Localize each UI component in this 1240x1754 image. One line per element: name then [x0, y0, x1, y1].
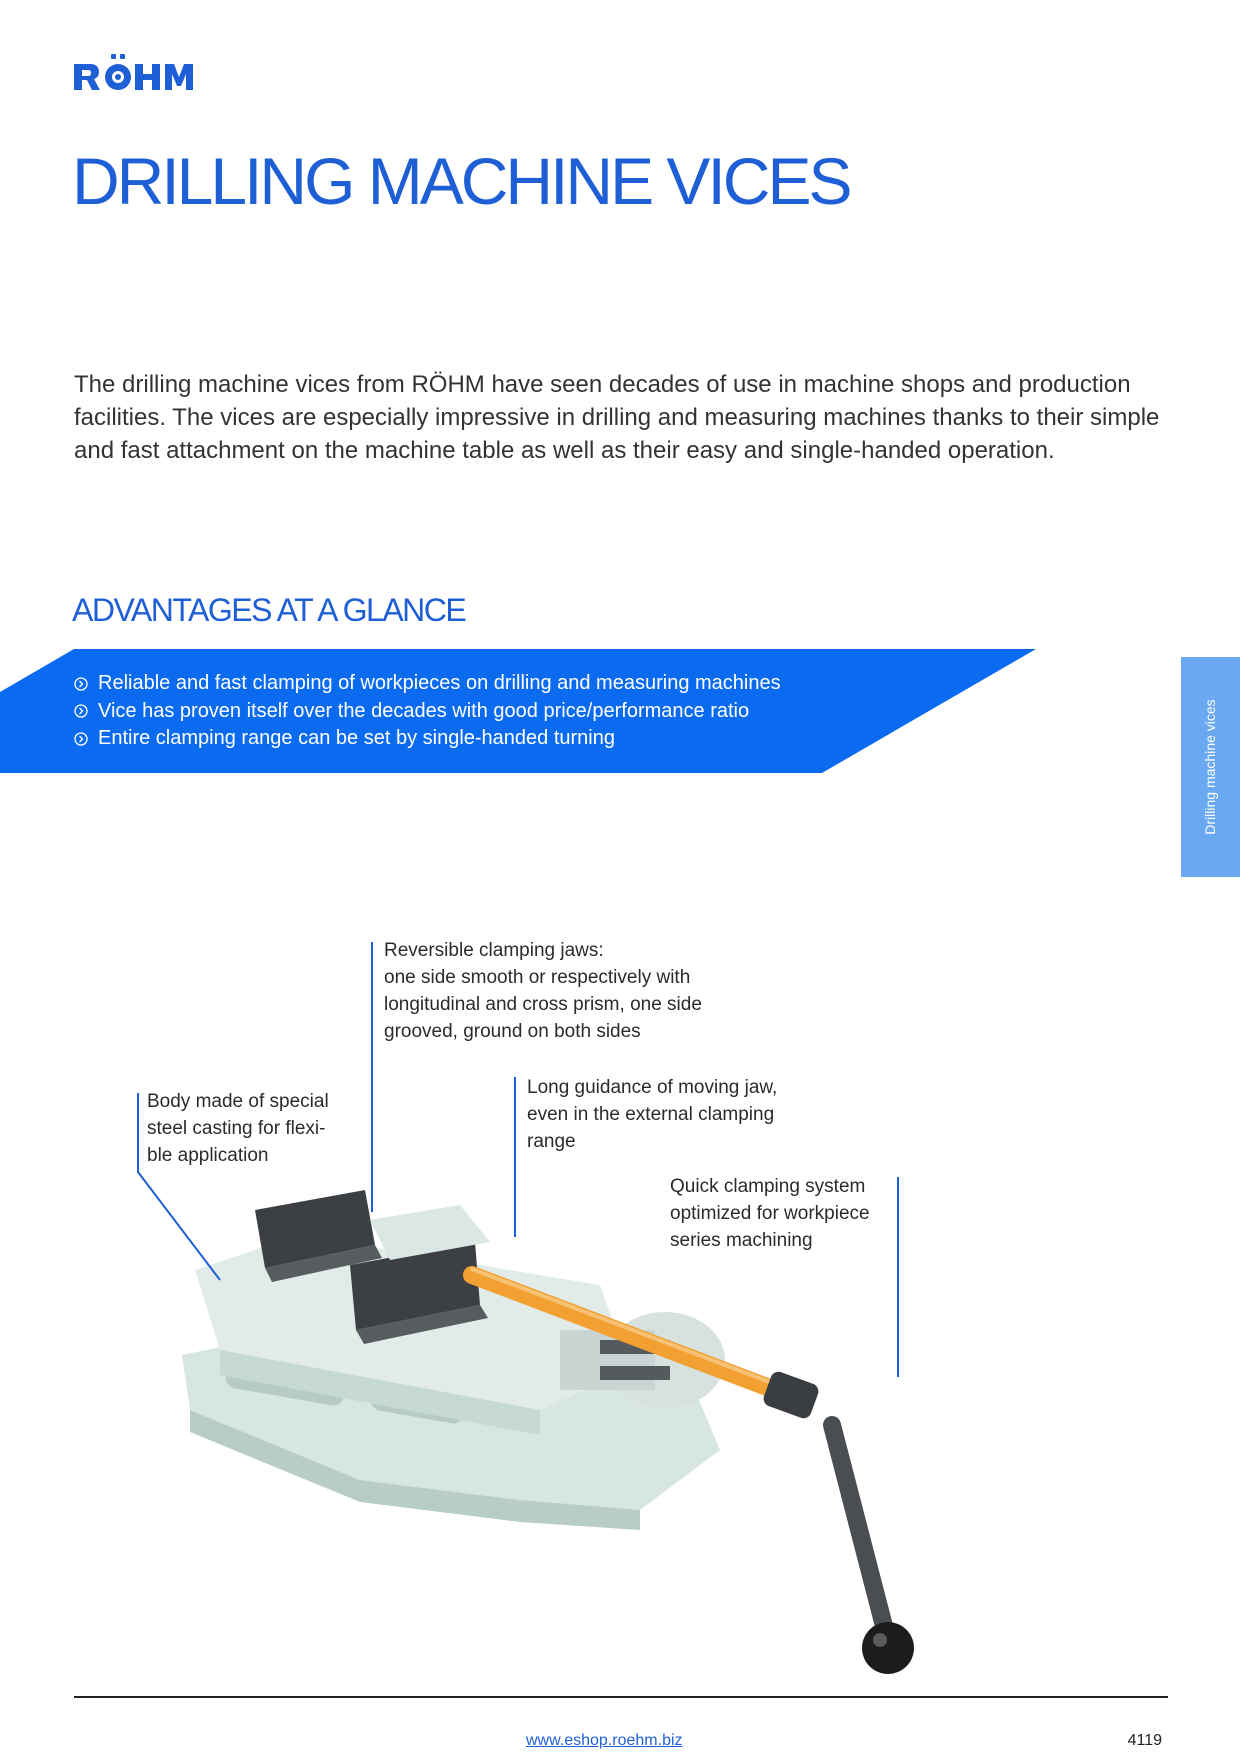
page-number: 4119	[1127, 1732, 1162, 1749]
side-tab-label: Drilling machine vices	[1202, 699, 1218, 835]
page-title: DRILLING MACHINE VICES	[72, 144, 850, 218]
callout-line: ble application	[147, 1145, 269, 1166]
callout-line: Long guidance of moving jaw,	[527, 1077, 778, 1098]
callout-line: longitudinal and cross prism, one side	[384, 994, 702, 1015]
advantage-text: Vice has proven itself over the decades with good price/performance ratio	[98, 699, 750, 722]
circle-arrow-bullet-icon	[74, 677, 88, 691]
callout-line: one side smooth or respectively with	[384, 967, 691, 988]
advantages-heading: ADVANTAGES AT A GLANCE	[72, 592, 466, 628]
roehm-logo	[72, 52, 212, 96]
circle-arrow-bullet-icon	[74, 704, 88, 718]
vice-illustration	[160, 1150, 1020, 1690]
advantage-item	[74, 725, 781, 753]
callout-line: Quick clamping system	[670, 1176, 866, 1197]
callout-line: range	[527, 1131, 576, 1152]
callout-line: even in the external clamping	[527, 1104, 775, 1125]
guidance-leader-line	[514, 1077, 516, 1237]
advantage-text: Entire clamping range can be set by single-handed turning	[98, 727, 615, 750]
callout-line: optimized for workpiece	[670, 1203, 870, 1224]
callout-line: series machining	[670, 1230, 813, 1251]
circle-arrow-bullet-icon	[74, 732, 88, 746]
callout-line: steel casting for flexi-	[147, 1118, 326, 1139]
callout-line: Body made of special	[147, 1091, 329, 1112]
eshop-link[interactable]: www.eshop.roehm.biz	[526, 1732, 683, 1749]
section-side-tab[interactable]	[1181, 657, 1240, 877]
callout-heading: Reversible clamping jaws:	[384, 940, 604, 961]
body-leader-line	[137, 1093, 139, 1173]
body-callout	[147, 1088, 329, 1169]
jaws-leader-line	[371, 942, 373, 1212]
jaws-callout	[384, 937, 702, 1045]
advantage-item	[74, 670, 781, 698]
intro-paragraph: The drilling machine vices from RÖHM have seen decades of use in machine shops and production facilities. The vices are especially impressive in drilling and measuring machines thanks to their simple and fast attachment on the machine table as well as their easy and single-handed operation.	[74, 371, 1160, 464]
footer-divider	[74, 1696, 1168, 1698]
guidance-callout	[527, 1074, 777, 1155]
callout-line: grooved, ground on both sides	[384, 1021, 641, 1042]
quick-callout	[670, 1173, 870, 1254]
body-leader-diagonal	[136, 1170, 226, 1285]
advantages-list	[74, 670, 781, 753]
advantage-item	[74, 698, 781, 726]
advantage-text: Reliable and fast clamping of workpieces on drilling and measuring machines	[98, 672, 781, 695]
quick-leader-line	[897, 1177, 899, 1377]
